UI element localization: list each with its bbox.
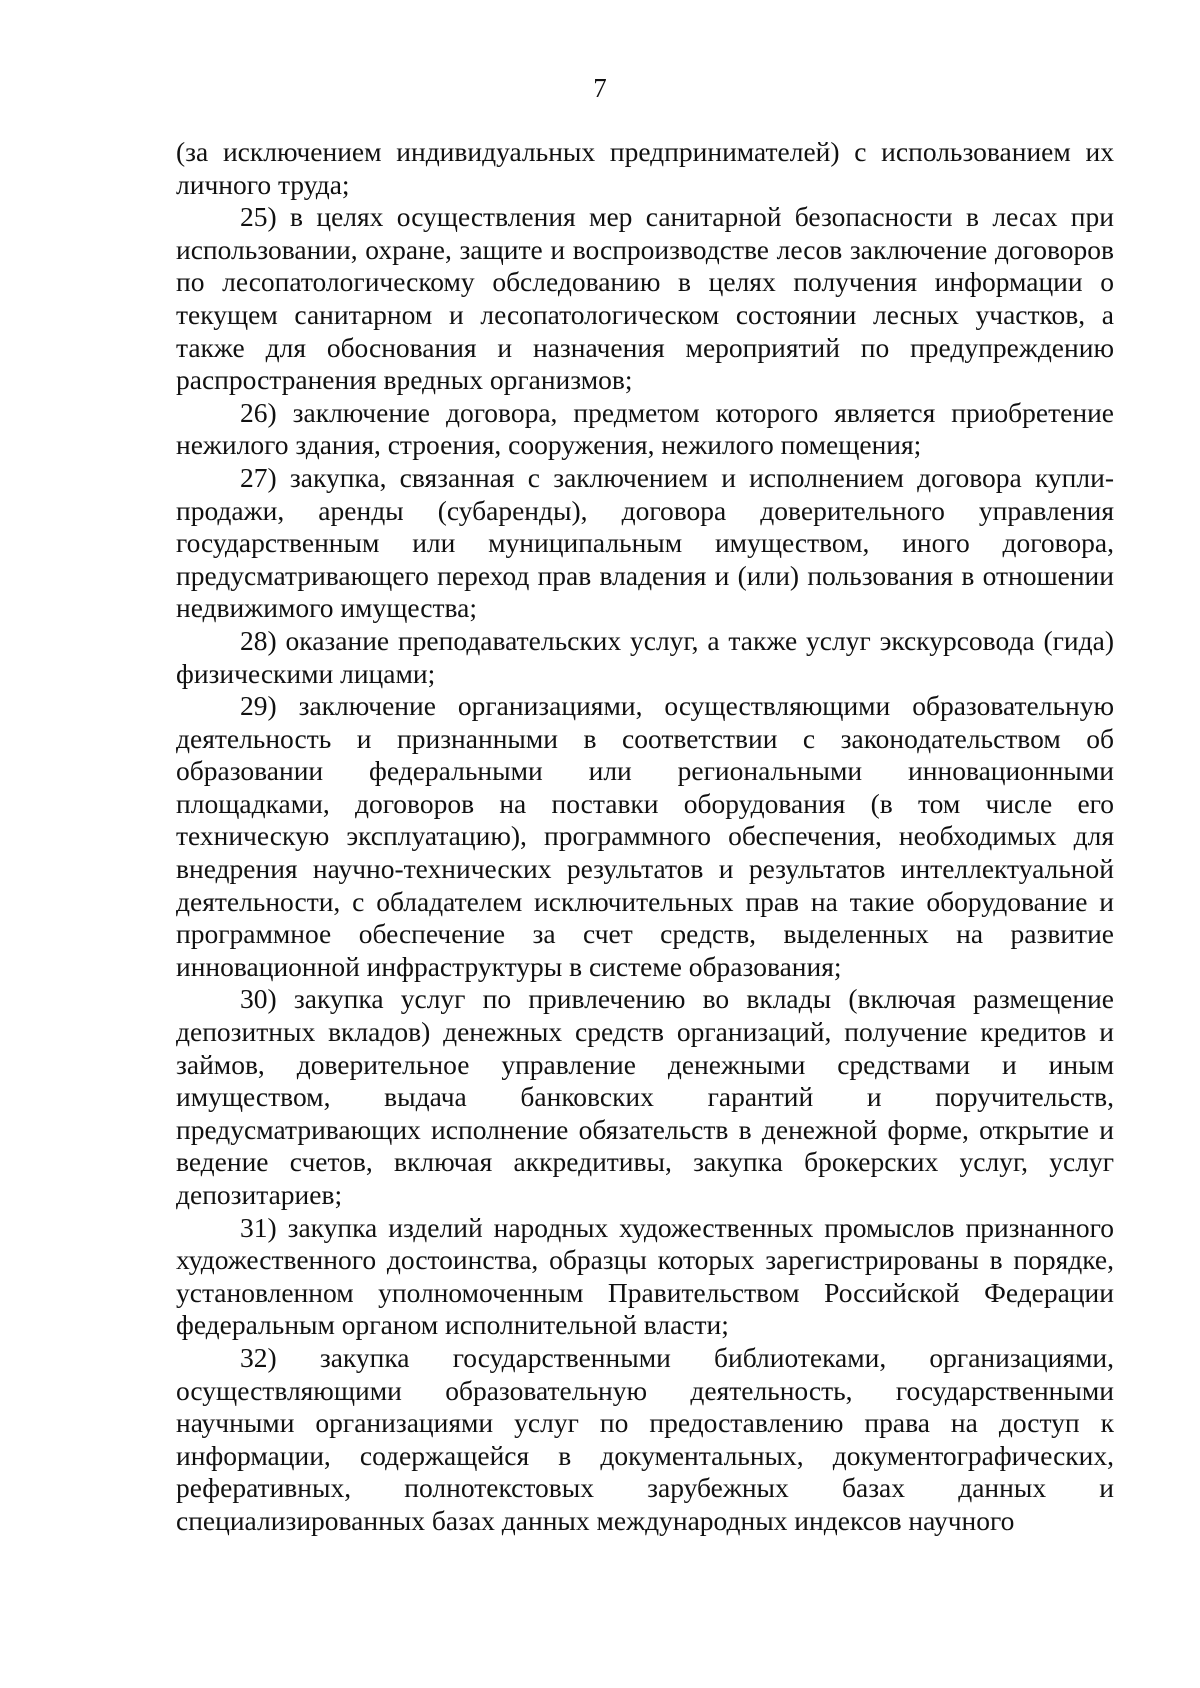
paragraph-item-31: 31) закупка изделий народных художественных промыслов признанного художественного достоинства, образцы которых зарегистрированы в порядке, установленном уполномоченным Правительством Российской Федерации федеральным органом исполнительной власти; xyxy=(176,1211,1114,1341)
page-number: 7 xyxy=(593,73,607,103)
paragraph-item-28: 28) оказание преподавательских услуг, а также услуг экскурсовода (гида) физическими лицами; xyxy=(176,624,1114,689)
paragraph-item-30: 30) закупка услуг по привлечению во вклады (включая размещение депозитных вкладов) денежных средств организаций, получение кредитов и займов, доверительное управление денежными средствами и иным имуществом, выдача банковских гарантий и поручительств, предусматривающих исполнение обязательств в денежной форме, открытие и ведение счетов, включая аккредитивы, закупка брокерских услуг, услуг депозитариев; xyxy=(176,983,1114,1210)
document-body xyxy=(176,136,1114,1538)
paragraph-item-25: 25) в целях осуществления мер санитарной безопасности в лесах при использовании, охране, защите и воспроизводстве лесов заключение договоров по лесопатологическому обследованию в целях получения информации о текущем санитарном и лесопатологическом состоянии лесных участков, а также для обоснования и назначения мероприятий по предупреждению распространения вредных организмов; xyxy=(176,201,1114,396)
paragraph-item-32: 32) закупка государственными библиотеками, организациями, осуществляющими образовательную деятельность, государственными научными организациями услуг по предоставлению права на доступ к информации, содержащейся в документальных, документографических, реферативных, полнотекстовых зарубежных базах данных и специализированных базах данных международных индексов научного xyxy=(176,1341,1114,1536)
paragraph-item-27: 27) закупка, связанная с заключением и исполнением договора купли-продажи, аренды (субаренды), договора доверительного управления государственным или муниципальным имуществом, иного договора, предусматривающего переход прав владения и (или) пользования в отношении недвижимого имущества; xyxy=(176,461,1114,624)
paragraph-continuation: (за исключением индивидуальных предпринимателей) с использованием их личного труда; xyxy=(176,136,1114,200)
paragraph-item-29: 29) заключение организациями, осуществляющими образовательную деятельность и признанными в соответствии с законодательством об образовании федеральными или региональными инновационными площадками, договоров на поставки оборудования (в том числе его техническую эксплуатацию), программного обеспечения, необходимых для внедрения научно-технических результатов и результатов интеллектуальной деятельности, с обладателем исключительных прав на такие оборудование и программное обеспечение за счет средств, выделенных на развитие инновационной инфраструктуры в системе образования; xyxy=(176,690,1114,982)
paragraph-item-26: 26) заключение договора, предметом которого является приобретение нежилого здания, строения, сооружения, нежилого помещения; xyxy=(176,396,1114,461)
